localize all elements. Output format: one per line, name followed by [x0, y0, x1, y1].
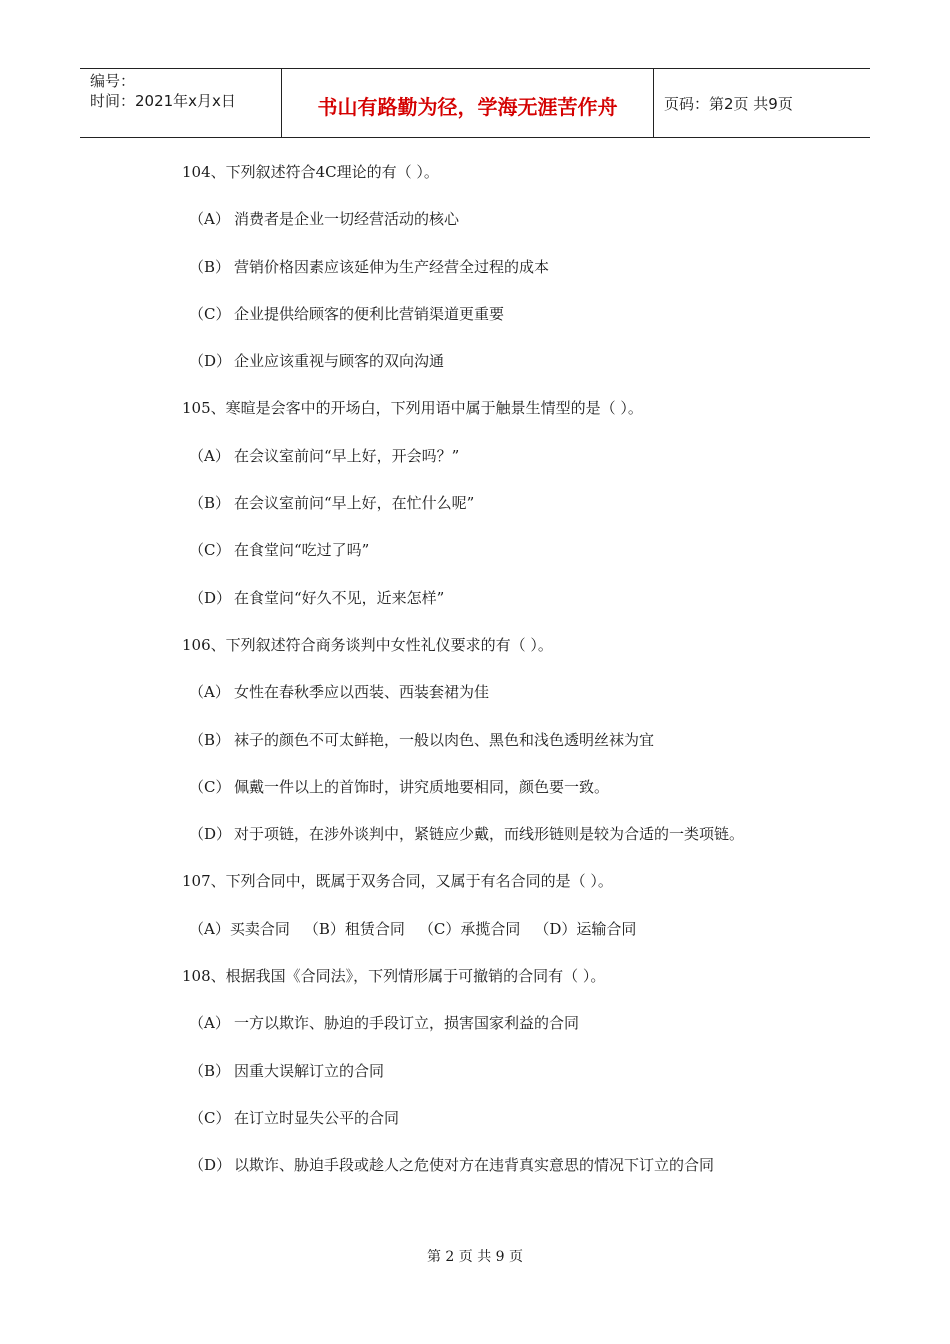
- option-label: （B）: [189, 257, 231, 276]
- option-108-a: [189, 1005, 862, 1052]
- question-104: 104、下列叙述符合4C理论的有（ ）。: [182, 163, 439, 181]
- option-label: （A）: [189, 210, 230, 229]
- option-106-b: [189, 722, 862, 769]
- option-text: 佩戴一件以上的首饰时，讲究质地要相同，颜色要一致。: [234, 777, 610, 796]
- option-106-c: [189, 769, 862, 816]
- option-label: （D）: [189, 352, 232, 371]
- page-footer: 第 2 页 共 9 页: [426, 1249, 524, 1265]
- option-text: 袜子的颜色不可太鲜艳，一般以肉色、黑色和浅色透明丝袜为宜: [234, 730, 655, 749]
- option-105-a: [189, 438, 862, 485]
- option-105-b: [189, 485, 862, 532]
- option-label: （B）: [189, 730, 231, 749]
- question-107: 107、下列合同中，既属于双务合同，又属于有名合同的是（ ）。: [182, 872, 613, 891]
- option-label: （C）: [189, 777, 231, 796]
- option-text: 对于项链，在涉外谈判中，紧链应少戴，而线形链则是较为合适的一类项链。: [234, 825, 745, 844]
- option-107-a: （A）买卖合同: [189, 919, 290, 938]
- time-label: 时间：2021年x月x日: [90, 92, 236, 110]
- option-label: （C）: [189, 1108, 231, 1127]
- option-label: （C）: [189, 541, 231, 560]
- option-108-d: [189, 1147, 862, 1194]
- header-meta: [80, 69, 282, 137]
- option-label: （B）: [189, 1061, 231, 1080]
- option-104-c: [189, 296, 862, 343]
- option-108-c: [189, 1100, 862, 1147]
- option-text: 在食堂问“吃过了吗”: [234, 541, 370, 560]
- option-text: 一方以欺诈、胁迫的手段订立，损害国家利益的合同: [234, 1014, 580, 1033]
- option-106-a: [189, 674, 862, 721]
- option-text: 消费者是企业一切经营活动的核心: [234, 210, 460, 229]
- option-label: （D）: [189, 588, 232, 607]
- option-text: 在会议室前问“早上好，在忙什么呢”: [234, 494, 475, 513]
- option-row-107: [189, 911, 862, 958]
- option-107-c: （C）承揽合同: [418, 919, 521, 938]
- option-107-d: （D）运输合同: [534, 919, 637, 938]
- option-107-b: （B）租赁合同: [303, 919, 405, 938]
- header-page-info: 页码：第2页 共9页: [664, 94, 793, 113]
- option-label: （B）: [189, 494, 231, 513]
- option-105-c: [189, 532, 862, 579]
- option-text: 以欺诈、胁迫手段或趁人之危使对方在违背真实意思的情况下订立的合同: [234, 1156, 715, 1175]
- option-104-d: [189, 343, 862, 390]
- option-text: 因重大误解订立的合同: [234, 1061, 385, 1080]
- option-label: （A）: [189, 683, 230, 702]
- option-text: 营销价格因素应该延伸为生产经营全过程的成本: [234, 257, 550, 276]
- question-108: 108、根据我国《合同法》，下列情形属于可撤销的合同有（ ）。: [182, 967, 606, 986]
- option-106-d: [189, 816, 862, 863]
- option-104-b: [189, 249, 862, 296]
- option-label: （D）: [189, 825, 232, 844]
- number-label: 编号：: [90, 72, 136, 90]
- option-104-a: [189, 201, 862, 248]
- option-label: （C）: [189, 304, 231, 323]
- option-108-b: [189, 1053, 862, 1100]
- option-label: （D）: [189, 1156, 232, 1175]
- question-105: 105、寒暄是会客中的开场白，下列用语中属于触景生情型的是（ ）。: [182, 399, 643, 418]
- page-header: [80, 68, 870, 138]
- option-105-d: [189, 580, 862, 627]
- question-list: [182, 154, 862, 1195]
- option-text: 企业提供给顾客的便利比营销渠道更重要: [234, 304, 505, 323]
- option-label: （A）: [189, 1014, 230, 1033]
- option-label: （A）: [189, 446, 230, 465]
- option-text: 在订立时显失公平的合同: [234, 1108, 400, 1127]
- option-text: 在食堂问“好久不见，近来怎样”: [234, 588, 445, 607]
- question-106: 106、下列叙述符合商务谈判中女性礼仪要求的有（ ）。: [182, 635, 553, 654]
- option-text: 女性在春秋季应以西装、西装套裙为佳: [234, 683, 490, 702]
- header-motto: 书山有路勤为径，学海无涯苦作舟: [282, 69, 654, 137]
- option-text: 企业应该重视与顾客的双向沟通: [234, 352, 445, 371]
- option-text: 在会议室前问“早上好，开会吗？”: [234, 446, 460, 465]
